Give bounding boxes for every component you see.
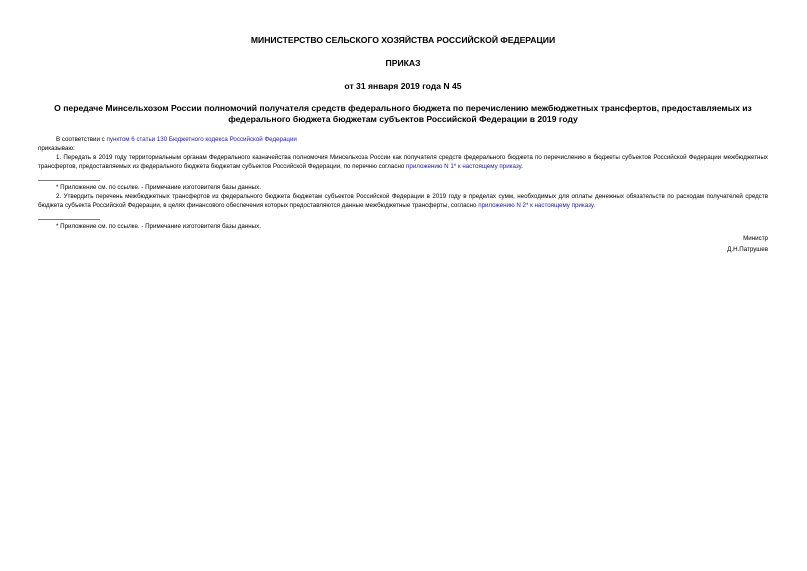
- ministry-heading: МИНИСТЕРСТВО СЕЛЬСКОГО ХОЗЯЙСТВА РОССИЙСКОЙ ФЕДЕРАЦИИ: [250, 35, 556, 45]
- document-type-heading: ПРИКАЗ: [385, 58, 421, 68]
- decree-word: приказываю:: [38, 145, 75, 152]
- date-number-heading: от 31 января 2019 года N 45: [344, 81, 462, 91]
- legal-basis-paragraph: [38, 135, 768, 144]
- footnote-separator-1: [38, 180, 100, 181]
- budget-code-link[interactable]: пунктом 6 статьи 130 Бюджетного кодекса Российской Федерации: [106, 136, 297, 143]
- item-2-end: .: [593, 202, 596, 209]
- signatory-name: Д.Н.Патрушев: [727, 246, 768, 253]
- item-1-text: 1. Передать в 2019 году территориальным органам Федерального казначейства полномочия Минсельхоза России как получателя средств федерального бюджета по перечислению в бюджеты субъектов Российской Федерации межбюджетных трансфертов, предоставляемых из федерального бюджета бюджетам субъектов Российской Федерации, по перечню согласно: [38, 154, 768, 170]
- appendix-2-link[interactable]: приложению N 2* к настоящему приказу: [478, 202, 594, 209]
- signatory-position: Министр: [743, 235, 768, 242]
- document-page: [38, 30, 768, 255]
- item-1-paragraph: [38, 153, 768, 171]
- appendix-1-link[interactable]: приложению N 1* к настоящему приказу: [406, 163, 522, 170]
- subject-heading: О передаче Минсельхозом России полномочий получателя средств федерального бюджета по перечислению межбюджетных трансфертов, предоставляемых из федерального бюджета бюджетам субъектов Российской Федерации в 2019 году: [54, 103, 752, 124]
- footnote-2: * Приложение см. по ссылке. - Примечание изготовителя базы данных.: [56, 223, 261, 230]
- legal-basis-prefix: В соответствии с: [56, 136, 107, 143]
- item-1-end: .: [521, 163, 523, 170]
- item-2-paragraph: [38, 192, 768, 210]
- item-2-text: 2. Утвердить перечень межбюджетных трансфертов из федерального бюджета бюджетам субъектов Российской Федерации в 2019 году в пределах сумм, необходимых для оплаты денежных обязательств по расходам получателей средств бюджета субъекта Российской Федерации, в целях финансового обеспечения которых предоставляются данные межбюджетные трансферты, согласно: [38, 193, 768, 209]
- footnote-separator-2: [38, 219, 100, 220]
- signature-block: [38, 233, 768, 255]
- footnote-1: * Приложение см. по ссылке. - Примечание изготовителя базы данных.: [56, 184, 261, 191]
